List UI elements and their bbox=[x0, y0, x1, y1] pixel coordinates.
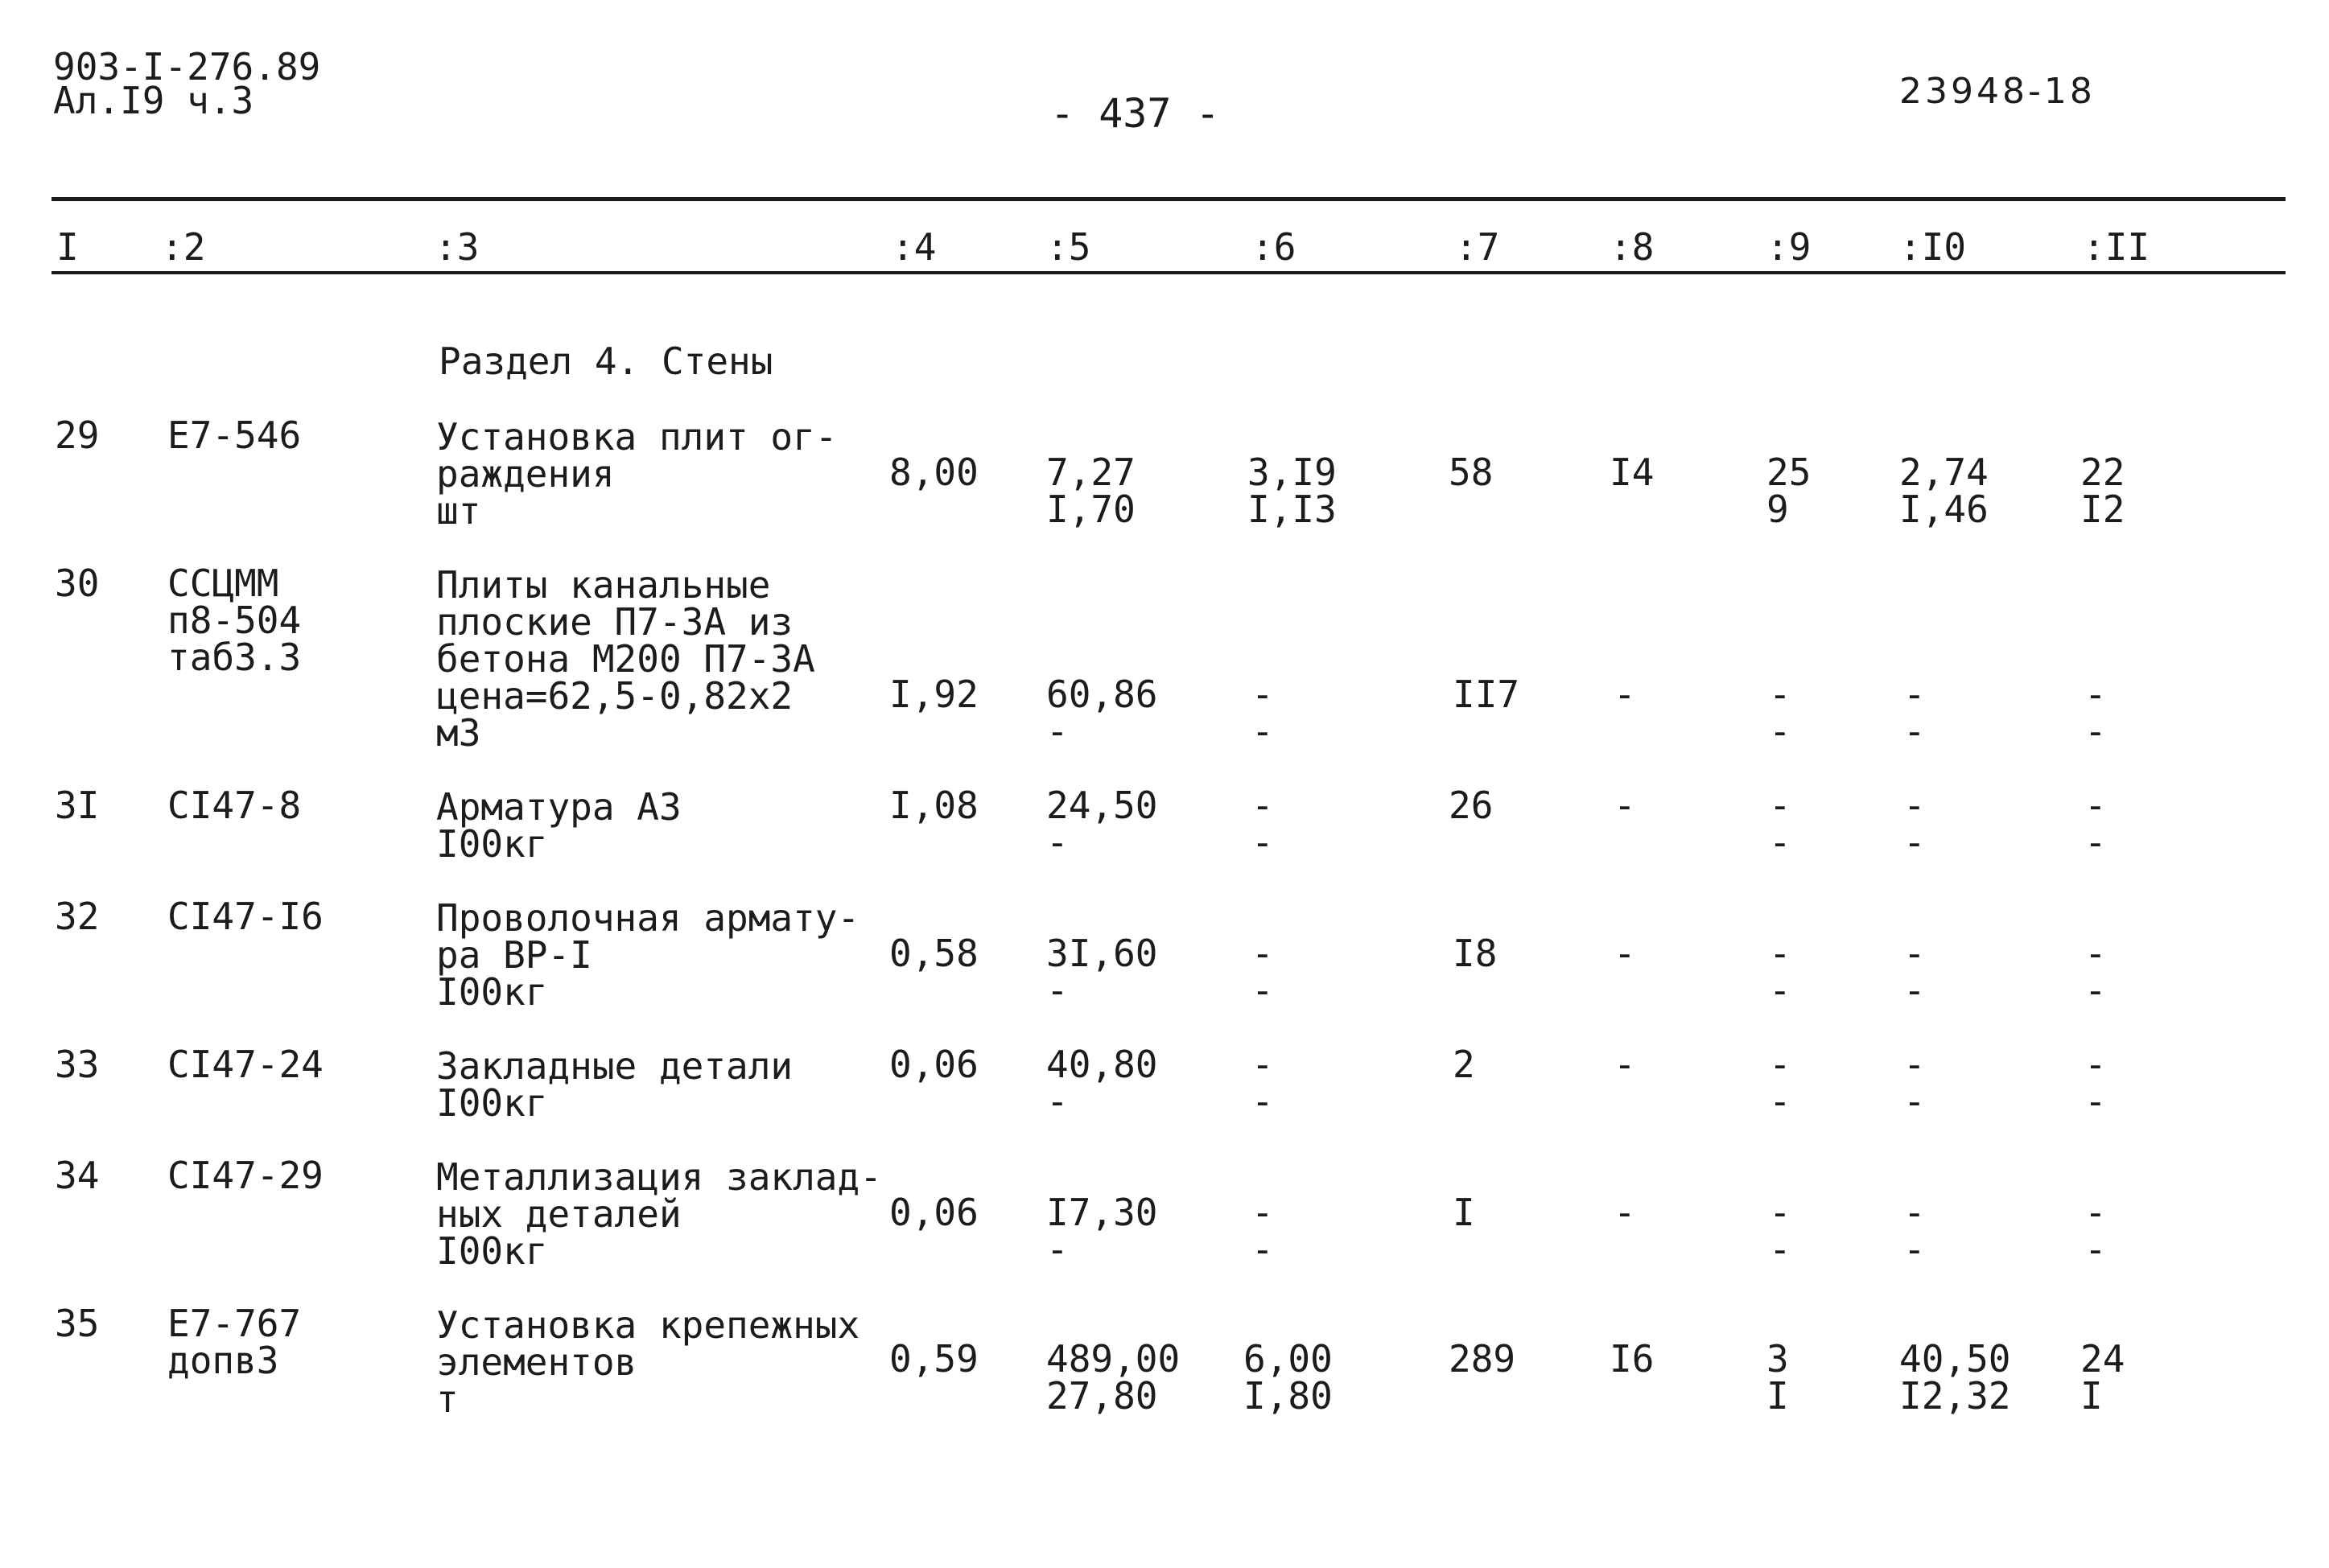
cell-col4: 0,59 bbox=[889, 1337, 979, 1381]
cell-col8: - bbox=[1614, 932, 1636, 975]
col-header-4: :4 bbox=[892, 225, 937, 269]
cell-col11: - - bbox=[2084, 784, 2107, 864]
cell-col10: - - bbox=[1903, 1191, 1926, 1271]
cell-col7: I bbox=[1453, 1191, 1475, 1234]
row-code: СI47-I6 bbox=[167, 895, 324, 938]
row-description: Металлизация заклад- ных деталей I00кг bbox=[436, 1155, 882, 1273]
col-header-2: :2 bbox=[161, 225, 206, 269]
row-code: ССЦММ п8-504 таб3.3 bbox=[167, 562, 302, 679]
row-description: Арматура А3 I00кг bbox=[436, 785, 682, 866]
cell-col7: 2 bbox=[1453, 1043, 1475, 1086]
document-code: 903-I-276.89 bbox=[53, 45, 321, 88]
page-number: - 437 - bbox=[1050, 90, 1220, 137]
cell-col9: 3 I bbox=[1766, 1337, 1789, 1418]
row-number: 33 bbox=[55, 1043, 100, 1086]
cell-col8: - bbox=[1614, 673, 1636, 716]
cell-col5: 7,27 I,70 bbox=[1046, 451, 1136, 531]
cell-col10: 2,74 I,46 bbox=[1899, 451, 1989, 531]
cell-col9: - - bbox=[1769, 1191, 1791, 1271]
row-number: 29 bbox=[55, 414, 100, 457]
row-description: Закладные детали I00кг bbox=[436, 1044, 794, 1125]
row-number: 34 bbox=[55, 1154, 100, 1197]
cell-col10: - - bbox=[1903, 932, 1926, 1012]
cell-col5: 489,00 27,80 bbox=[1046, 1337, 1181, 1418]
archive-number: 23948-18 bbox=[1899, 71, 2096, 112]
cell-col6: 3,I9 I,I3 bbox=[1247, 451, 1337, 531]
row-code: СI47-24 bbox=[167, 1043, 324, 1086]
cell-col9: - - bbox=[1769, 784, 1791, 864]
cell-col6: - - bbox=[1251, 673, 1274, 753]
cell-col8: - bbox=[1614, 784, 1636, 827]
cell-col4: 0,06 bbox=[889, 1191, 979, 1234]
col-header-8: :8 bbox=[1610, 225, 1655, 269]
cell-col7: 289 bbox=[1449, 1337, 1516, 1381]
cell-col6: - - bbox=[1251, 784, 1274, 864]
cell-col7: 58 bbox=[1449, 451, 1494, 494]
cell-col11: - - bbox=[2084, 1191, 2107, 1271]
cell-col8: - bbox=[1614, 1191, 1636, 1234]
cell-col8: - bbox=[1614, 1043, 1636, 1086]
cell-col5: 40,80 - bbox=[1046, 1043, 1158, 1123]
col-header-11: :II bbox=[2083, 225, 2150, 269]
cell-col10: 40,50 I2,32 bbox=[1899, 1337, 2011, 1418]
cell-col11: 24 I bbox=[2080, 1337, 2125, 1418]
cell-col6: - - bbox=[1251, 1043, 1274, 1123]
row-number: 32 bbox=[55, 895, 100, 938]
row-code: Е7-546 bbox=[167, 414, 302, 457]
cell-col11: - - bbox=[2084, 932, 2107, 1012]
row-description: Установка крепежных элементов т bbox=[436, 1303, 860, 1421]
cell-col9: - - bbox=[1769, 673, 1791, 753]
cell-col6: - - bbox=[1251, 1191, 1274, 1271]
row-code: СI47-8 bbox=[167, 784, 302, 827]
cell-col4: I,08 bbox=[889, 784, 979, 827]
row-description: Проволочная армату- ра ВР-I I00кг bbox=[436, 896, 860, 1014]
sheet-label: Ал.I9 ч.3 bbox=[53, 79, 254, 122]
cell-col5: I7,30 - bbox=[1046, 1191, 1158, 1271]
cell-col6: - - bbox=[1251, 932, 1274, 1012]
cell-col9: - - bbox=[1769, 1043, 1791, 1123]
row-description: Плиты канальные плоские П7-3А из бетона М200 П7-3А цена=62,5-0,82х2 м3 bbox=[436, 563, 815, 755]
cell-col4: 0,58 bbox=[889, 932, 979, 975]
col-header-6: :6 bbox=[1251, 225, 1296, 269]
cell-col5: 3I,60 - bbox=[1046, 932, 1158, 1012]
cell-col8: I6 bbox=[1610, 1337, 1655, 1381]
col-header-9: :9 bbox=[1766, 225, 1812, 269]
cell-col4: I,92 bbox=[889, 673, 979, 716]
cell-col7: 26 bbox=[1449, 784, 1494, 827]
row-number: 30 bbox=[55, 562, 100, 605]
cell-col10: - - bbox=[1903, 673, 1926, 753]
col-header-3: :3 bbox=[435, 225, 480, 269]
cell-col8: I4 bbox=[1610, 451, 1655, 494]
cell-col11: - - bbox=[2084, 673, 2107, 753]
col-header-7: :7 bbox=[1455, 225, 1500, 269]
cell-col4: 0,06 bbox=[889, 1043, 979, 1086]
row-number: 35 bbox=[55, 1302, 100, 1345]
row-code: СI47-29 bbox=[167, 1154, 324, 1197]
col-header-10: :I0 bbox=[1899, 225, 1967, 269]
row-number: 3I bbox=[55, 784, 100, 827]
cell-col11: 22 I2 bbox=[2080, 451, 2125, 531]
top-rule bbox=[52, 197, 2286, 201]
col-header-5: :5 bbox=[1046, 225, 1091, 269]
section-title: Раздел 4. Стены bbox=[439, 340, 773, 383]
cell-col7: I8 bbox=[1453, 932, 1498, 975]
cell-col10: - - bbox=[1903, 784, 1926, 864]
cell-col10: - - bbox=[1903, 1043, 1926, 1123]
cell-col5: 24,50 - bbox=[1046, 784, 1158, 864]
cell-col4: 8,00 bbox=[889, 451, 979, 494]
cell-col11: - - bbox=[2084, 1043, 2107, 1123]
header-bottom-rule bbox=[52, 271, 2286, 274]
cell-col6: 6,00 I,80 bbox=[1243, 1337, 1333, 1418]
cell-col9: 25 9 bbox=[1766, 451, 1812, 531]
col-header-1: I bbox=[56, 225, 79, 269]
row-description: Установка плит ог- раждения шт bbox=[436, 415, 838, 533]
row-code: Е7-767 допв3 bbox=[167, 1302, 302, 1382]
cell-col5: 60,86 - bbox=[1046, 673, 1158, 753]
cell-col7: II7 bbox=[1453, 673, 1520, 716]
cell-col9: - - bbox=[1769, 932, 1791, 1012]
